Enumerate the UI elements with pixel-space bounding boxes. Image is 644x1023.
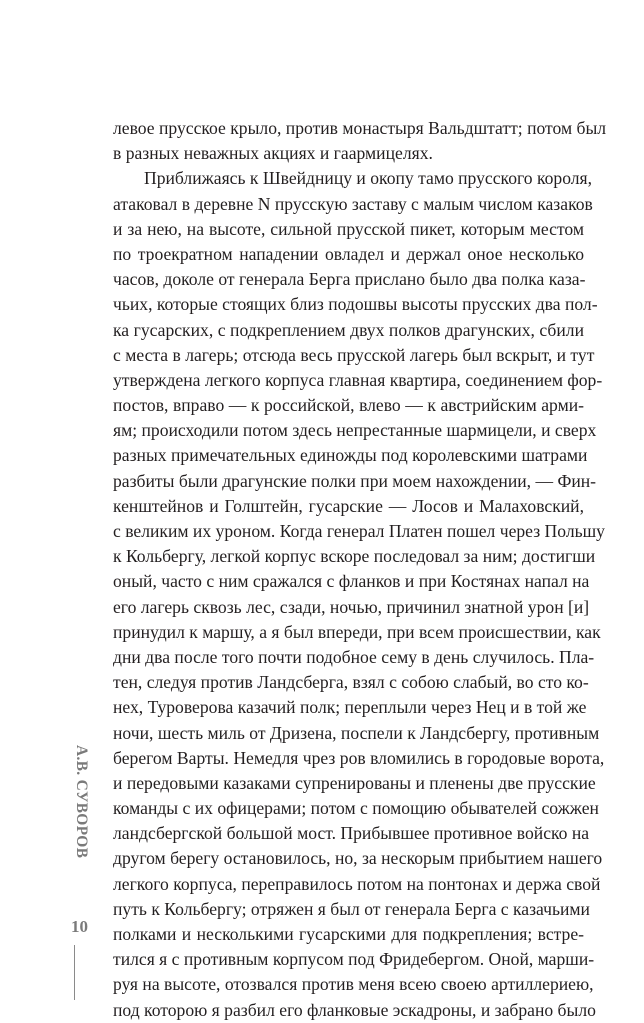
text-line: принудил к маршу, а я был впереди, при всем происшествии, как — [113, 621, 601, 642]
text-line: постов, вправо — к российской, влево — к австрийским арми- — [113, 395, 584, 416]
text-line: тен, следуя против Ландсберга, взял с собою слабый, во сто ко- — [113, 672, 589, 693]
text-line: полками и несколькими гусарскими для подкрепления; встре- — [113, 924, 584, 944]
text-line: ночи, шесть миль от Дризена, поспели к Ландсбергу, противным — [113, 722, 600, 743]
text-line: по троекратном нападении овладел и держал оное несколько — [113, 243, 584, 264]
text-line: легкого корпуса, переправилось потом на понтонах и держа свой — [113, 873, 601, 894]
text-line: атаковал в деревне N прусскую заставу с малым числом казаков — [113, 193, 593, 214]
text-line: разных примечательных единожды под королевскими шатрами — [113, 445, 588, 466]
text-line: левое прусское крыло, против монастыря Вальдштатт; потом был — [113, 118, 607, 138]
text-line: руя на высоте, отозвался против меня всею своею артиллериею, — [113, 974, 594, 995]
text-line: Приближаясь к Швейдницу и окопу тамо прусского короля, — [144, 168, 593, 189]
text-line: другом берегу остановилось, но, за нескорым прибытием нашего — [113, 848, 603, 869]
text-line: его лагерь сквозь лес, сзади, ночью, причинил знатной урон [и] — [113, 596, 590, 617]
text-line: с места в лагерь; отсюда весь прусской лагерь был вскрыт, и тут — [113, 344, 595, 365]
text-line: нех, Туроверова казачий полк; переплыли через Нец и в той же — [113, 697, 587, 718]
text-line: тился я с противным корпусом под Фридебергом. Оной, марши- — [113, 949, 595, 970]
text-line: берегом Варты. Немедля чрез ров вломились в городовые ворота, — [113, 747, 605, 768]
body-text — [113, 116, 607, 1023]
text-line: утверждена легкого корпуса главная квартира, соединением фор- — [113, 369, 603, 390]
running-head: А.В. СУВОРОВ — [73, 745, 90, 859]
page-number: 10 — [71, 917, 88, 936]
text-line: дни два после того почти подобное сему в день случилось. Пла- — [113, 646, 595, 667]
margin-rule — [74, 945, 75, 1000]
text-line: и за нею, на высоте, сильной прусской пикет, которым местом — [113, 218, 584, 239]
text-line: с великим их уроном. Когда генерал Платен пошел через Польшу — [113, 521, 605, 541]
text-line: и передовыми казаками супренированы и пленены две прусские — [113, 772, 596, 793]
text-line: в разных неважных акциях и гаармицелях. — [113, 143, 433, 164]
text-line: путь к Кольбергу; отряжен я был от генерала Берга с казачьими — [113, 898, 590, 919]
text-line: ям; происходили потом здесь непрестанные шармицели, и сверх — [113, 420, 597, 441]
text-line: чьих, которые стоящих близ подошвы высоты прусских два пол- — [113, 294, 598, 315]
text-line: ландсбергской большой мост. Прибывшее противное войско на — [113, 823, 590, 844]
text-line: оный, часто с ним сражался с фланков и при Костянах напал на — [113, 571, 590, 592]
text-line: разбиты были драгунские полки при моем нахождении, — Фин- — [113, 470, 597, 491]
text-line: к Кольбергу, легкой корпус вскоре последовал за ним; достигши — [113, 546, 596, 567]
text-line: часов, доколе от генерала Берга прислано было два полка каза- — [113, 269, 586, 290]
text-line: команды с их офицерами; потом с помощию обывателей сожжен — [113, 798, 599, 819]
text-line: кенштейнов и Голштейн, гусарские — Лосов и Малаховский, — [113, 495, 584, 516]
text-line: под которою я разбил его фланковые эскадроны, и забрано было — [113, 999, 596, 1020]
text-line: ка гусарских, с подкреплением двух полков драгунских, сбили — [113, 319, 584, 340]
